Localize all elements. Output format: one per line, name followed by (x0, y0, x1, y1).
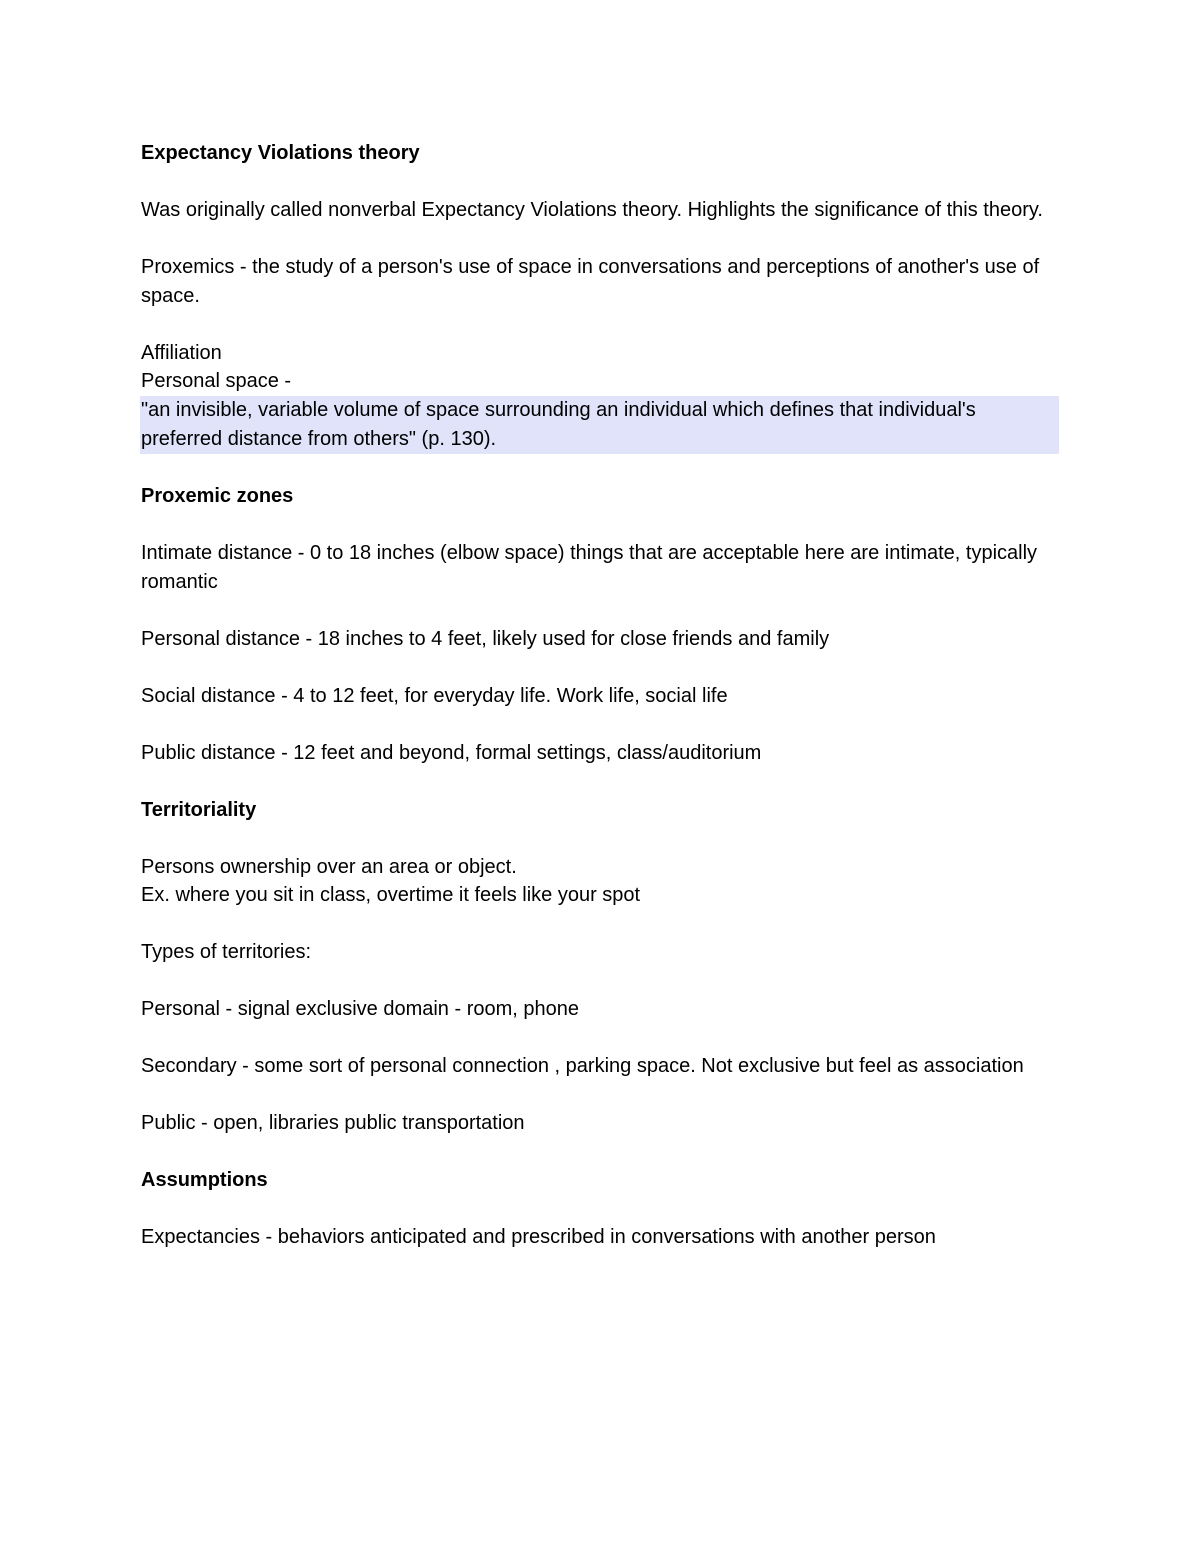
territoriality-definition: Persons ownership over an area or object. (141, 855, 517, 878)
zone-intimate: Intimate distance - 0 to 18 inches (elbow space) things that are acceptable here are intimate, typically romantic (141, 542, 1038, 593)
territoriality-heading: Territoriality (141, 798, 257, 821)
territory-public: Public - open, libraries public transportation (141, 1112, 525, 1134)
document-body (141, 139, 1059, 1252)
types-of-territories-label: Types of territories: (141, 941, 312, 963)
affiliation-line: Affiliation (141, 341, 222, 364)
zone-public: Public distance - 12 feet and beyond, formal settings, class/auditorium (141, 741, 762, 764)
expectancies-paragraph: Expectancies - behaviors anticipated and prescribed in conversations with another person (141, 1226, 936, 1248)
highlighted-quote: "an invisible, variable volume of space surrounding an individual which defines that individual's preferred distance from others" (p. 130). (140, 396, 1059, 454)
document-title: Expectancy Violations theory (141, 142, 420, 164)
proxemics-paragraph: Proxemics - the study of a person's use of space in conversations and perceptions of another's use of space. (141, 256, 1040, 307)
territoriality-example: Ex. where you sit in class, overtime it feels like your spot (141, 884, 641, 906)
territory-personal: Personal - signal exclusive domain - room, phone (141, 998, 579, 1020)
proxemic-zones-heading: Proxemic zones (141, 485, 294, 507)
territory-secondary: Secondary - some sort of personal connection , parking space. Not exclusive but feel as association (141, 1055, 1024, 1077)
personal-space-line: Personal space - (141, 370, 292, 392)
intro-paragraph: Was originally called nonverbal Expectancy Violations theory. Highlights the significance of this theory. (141, 199, 1043, 221)
zone-personal: Personal distance - 18 inches to 4 feet, likely used for close friends and family (141, 627, 830, 650)
zone-social: Social distance - 4 to 12 feet, for everyday life. Work life, social life (141, 684, 728, 707)
assumptions-heading: Assumptions (141, 1169, 268, 1191)
